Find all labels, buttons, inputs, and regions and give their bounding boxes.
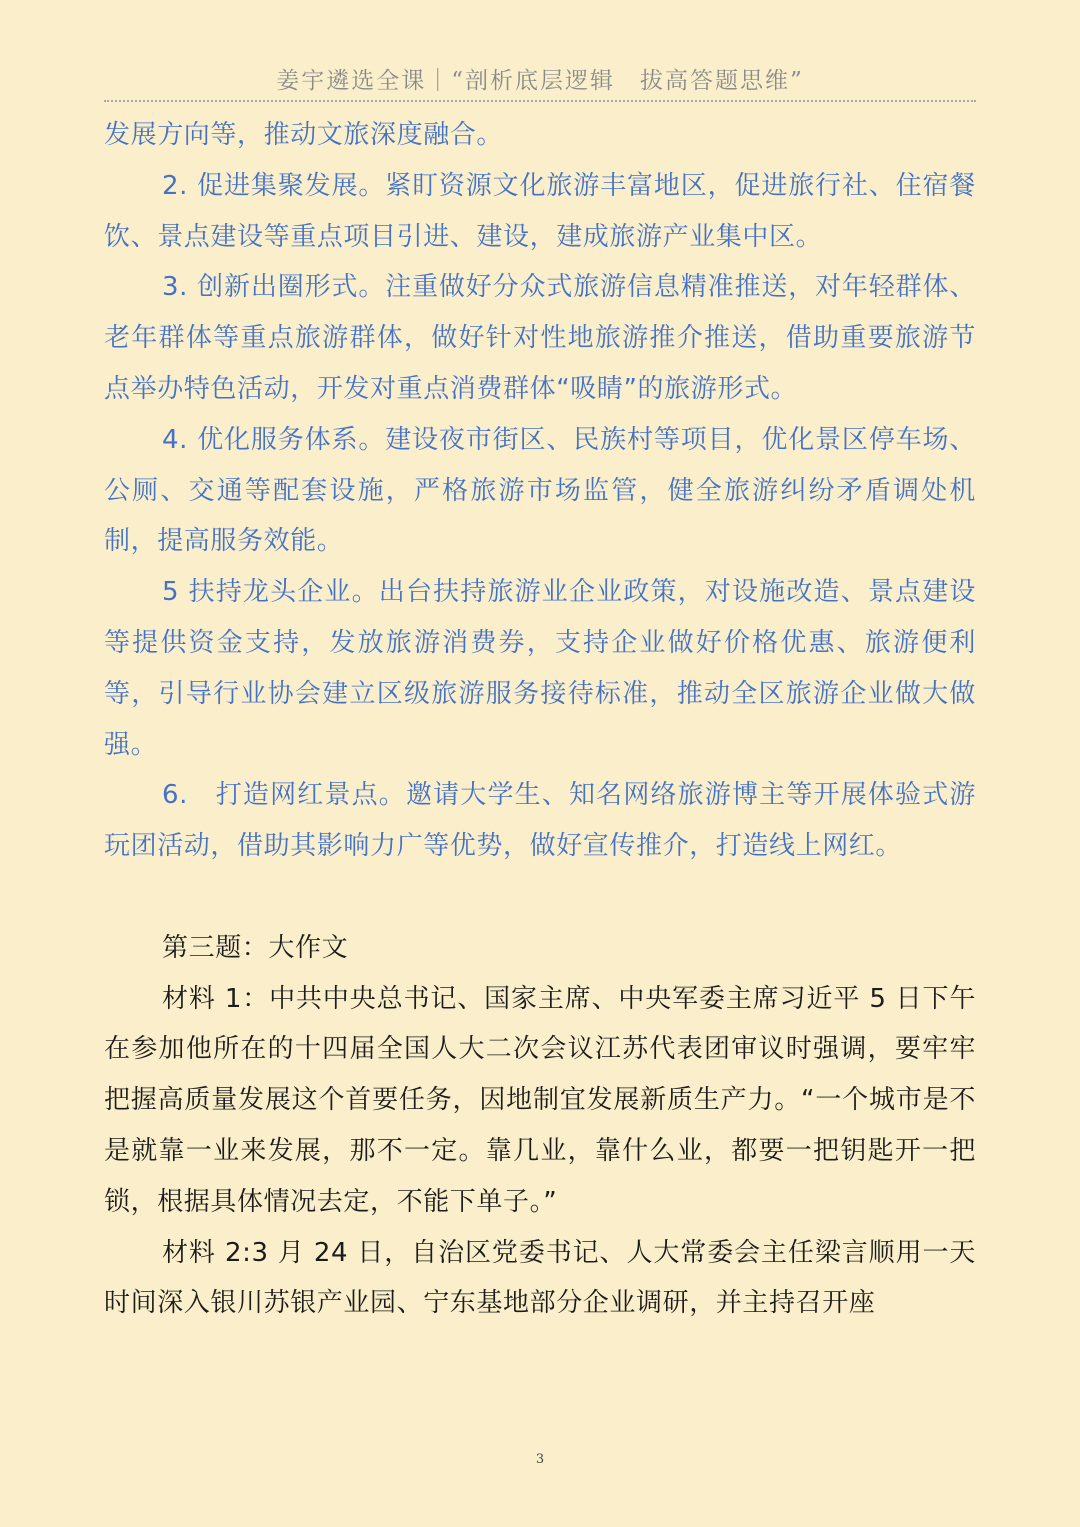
section-spacer [104, 872, 976, 923]
page-header: 姜宇遴选全课｜“剖析底层逻辑 拔高答题思维” [276, 68, 804, 94]
material-2-paragraph: 材料 2:3 月 24 日，自治区党委书记、人大常委会主任梁言顺用一天时间深入银川苏银产业园、宁东基地部分企业调研，并主持召开座 [104, 1237, 976, 1319]
document-body [104, 110, 976, 1329]
page-number: 3 [535, 1452, 545, 1467]
question-3-title: 第三题：大作文 [162, 932, 349, 963]
material-1-paragraph: 材料 1：中共中央总书记、国家主席、中央军委主席习近平 5 日下午在参加他所在的十四届全国人大二次会议江苏代表团审议时强调，要牢牢把握高质量发展这个首要任务，因地制宜发展新质生产力。“一个城市是不是就靠一业来发展，那不一定。靠几业，靠什么业，都要一把钥匙开一把锁，根据具体情况去定，不能下单子。” [104, 983, 976, 1217]
header-divider [104, 100, 976, 102]
answer-paragraph-continued: 发展方向等，推动文旅深度融合。 [104, 120, 504, 150]
answer-point-2: 2. 促进集聚发展。紧盯资源文化旅游丰富地区，促进旅行社、住宿餐饮、景点建设等重点项目引进、建设，建成旅游产业集中区。 [104, 170, 976, 252]
answer-point-6: 6. 打造网红景点。邀请大学生、知名网络旅游博主等开展体验式游玩团活动，借助其影响力广等优势，做好宣传推介，打造线上网红。 [104, 780, 976, 862]
answer-point-5: 5 扶持龙头企业。出台扶持旅游业企业政策，对设施改造、景点建设等提供资金支持，发放旅游消费券，支持企业做好价格优惠、旅游便利等，引导行业协会建立区级旅游服务接待标准，推动全区旅游企业做大做强。 [104, 577, 976, 760]
answer-point-3: 3. 创新出圈形式。注重做好分众式旅游信息精准推送，对年轻群体、老年群体等重点旅游群体，做好针对性地旅游推介推送，借助重要旅游节点举办特色活动，开发对重点消费群体“吸睛”的旅游形式。 [104, 272, 976, 404]
answer-point-4: 4. 优化服务体系。建设夜市街区、民族村等项目，优化景区停车场、公厕、交通等配套设施，严格旅游市场监管，健全旅游纠纷矛盾调处机制，提高服务效能。 [104, 424, 976, 557]
